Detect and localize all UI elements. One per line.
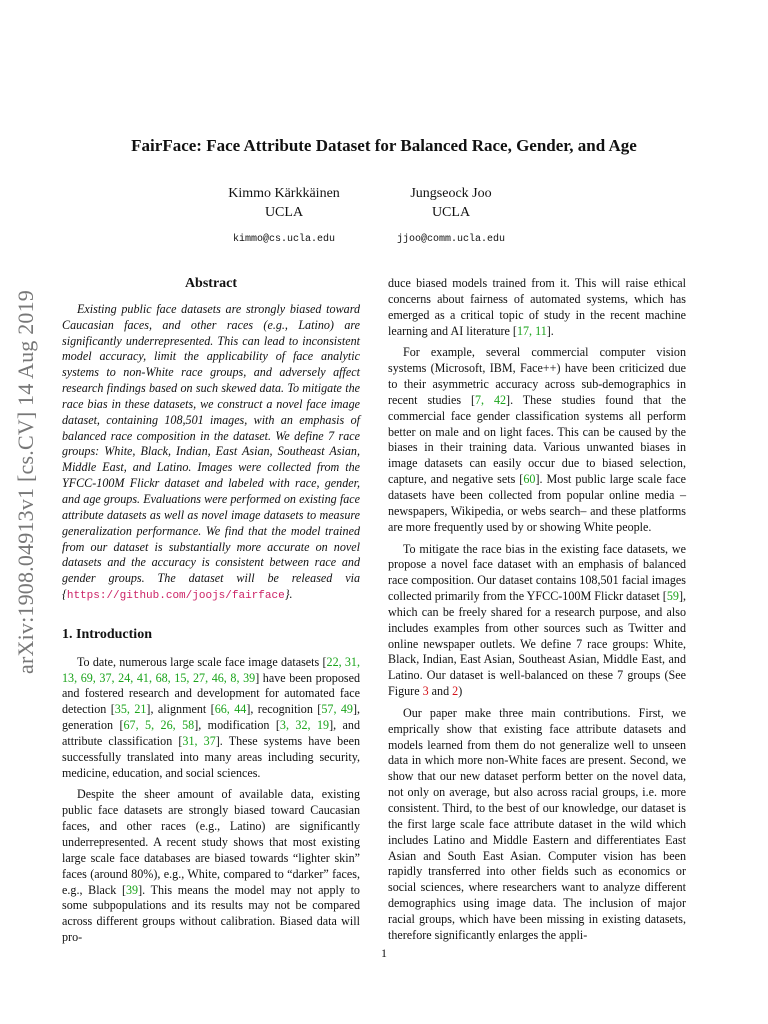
author-name: Kimmo Kärkkäinen xyxy=(228,186,340,201)
arxiv-identifier-text: arXiv:1908.04913v1 [cs.CV] 14 Aug 2019 xyxy=(13,289,38,675)
citation-link[interactable]: 3, 32, 19 xyxy=(279,718,330,733)
body-paragraph: Our paper make three main contributions. First, we emprically show that existing face attribute datasets and models learned from them do not generalize well to unseen data in which more non-White faces are present. Second, we show that our new dataset perform better on the novel data, not only on average, but also across racial groups, i.e. more consistent. Third, to the best of our knowledge, our dataset is the first large scale face attribute dataset in the wild which includes Latino and Middle Eastern and differentiates East Asian and South East Asian. Computer vision has been rapidly transferred into other fields such as economics or social sciences, where researchers want to analyze different demographics using image data. The inclusion of major racial groups, which have been missing in existing datasets, therefore significantly enlarges the appli- xyxy=(388,705,686,942)
arxiv-identifier xyxy=(6,262,46,702)
citation-link[interactable]: 39 xyxy=(126,882,139,897)
figure-ref-link[interactable]: 2 xyxy=(452,684,459,699)
citation-link[interactable]: 7, 42 xyxy=(474,392,507,407)
right-column xyxy=(388,276,686,944)
figure-ref-link[interactable]: 3 xyxy=(422,684,429,699)
citation-link[interactable]: 66, 44 xyxy=(214,702,247,717)
page-number: 1 xyxy=(381,946,387,960)
github-link[interactable]: https://github.com/joojs/fairface xyxy=(66,590,285,603)
abstract-heading: Abstract xyxy=(184,276,238,291)
author-affiliation: UCLA xyxy=(264,205,304,220)
body-paragraph: To mitigate the race bias in the existing face datasets, we propose a novel face dataset with an emphasis of balanced race composition. Our dataset contains 108,501 facial images collected primarily from the YFCC-100M Flickr dataset [59], which can be freely shared for a research purpose, and also includes examples from other sources such as Twitter and online newspaper outlets. We define 7 race groups: White, Black, Indian, East Asian, Southeast Asian, Middle East, and Latino. Our dataset is well-balanced on these 7 groups (See Figure 3 and 2) xyxy=(388,541,686,699)
author-name: Jungseock Joo xyxy=(410,186,492,201)
citation-link[interactable]: 17, 11 xyxy=(516,323,547,338)
citation-link[interactable]: 59 xyxy=(666,589,679,604)
body-paragraph: duce biased models trained from it. This will raise ethical concerns about fairness of automated systems, which has emerged as a critical topic of study in the recent machine learning and AI literature [17, 11]. xyxy=(388,276,686,338)
author-email[interactable]: jjoo@comm.ucla.edu xyxy=(396,234,506,245)
body-paragraph: To date, numerous large scale face image datasets [22, 31, 13, 69, 37, 24, 41, 68, 15, 27, 46, 8, 39] have been proposed and fostered research and development for automated face detection [35, 21], alignment [66, 44], recognition [57, 49], generation [67, 5, 26, 58], modification [3, 32, 19], and attribute classification [31, 37]. These systems have been successfully translated into many areas including security, medicine, education, and social sciences. xyxy=(62,654,361,780)
author-block xyxy=(200,184,368,249)
body-paragraph: Despite the sheer amount of available data, existing public face datasets are strongly biased toward Caucasian faces, and other races (e.g., Latino) are significantly underrepresented. A recent study shows that most existing large scale face databases are biased towards “lighter skin” faces (around 80%), e.g., White, compared to “darker” faces, e.g., Black [39]. This means the model may not apply to some subpopulations and its results may not be compared across different groups without calibration. Biased data will pro- xyxy=(62,787,360,945)
abstract-text: Existing public face datasets are strongly biased toward Caucasian faces, and other races (e.g., Latino) are significantly underrepresented. This can lead to inconsistent model accuracy, limit the applicability of face analytic systems to non-White race groups, and adversely affect research findings based on such skewed data. To mitigate the race bias in these datasets, we construct a novel face image dataset, containing 108,501 images, with an emphasis of balanced race composition in the dataset. We define 7 race groups: White, Black, Indian, East Asian, Southeast Asian, Middle East, and Latino. Images were collected from the YFCC-100M Flickr dataset and labeled with race, gender, and age groups. Evaluations were performed on existing face attribute datasets as well as novel image datasets to measure generalization performance. We find that the model trained from our dataset is substantially more accurate on novel datasets and the accuracy is consistent between race and gender groups. The dataset will be released via {https://github.com/joojs/fairface}. xyxy=(62,301,360,603)
citation-link[interactable]: 35, 21 xyxy=(114,702,147,717)
citation-link[interactable]: 57, 49 xyxy=(321,702,353,717)
author-affiliation: UCLA xyxy=(431,205,471,220)
citation-link[interactable]: 31, 37 xyxy=(182,733,216,748)
citation-link[interactable]: 67, 5, 26, 58 xyxy=(123,718,195,733)
paper-title: FairFace: Face Attribute Dataset for Balanced Race, Gender, and Age xyxy=(131,136,637,155)
author-email[interactable]: kimmo@cs.ucla.edu xyxy=(232,234,336,245)
citation-link[interactable]: 22, 31, 13, 69, 37, 24, 41, 68, 15, 27, 46, 8, 39 xyxy=(62,654,360,685)
left-column xyxy=(62,276,360,946)
author-block xyxy=(372,184,530,249)
section-heading-introduction: 1. Introduction xyxy=(62,626,152,642)
citation-link[interactable]: 60 xyxy=(523,472,536,487)
body-paragraph: For example, several commercial computer vision systems (Microsoft, IBM, Face++) have been criticized due to their asymmetric accuracy across sub-demographics in recent studies [7, 42]. These studies found that the commercial face gender classification systems all perform better on male and on light faces. This can be caused by the biases in their training data. Various unwanted biases in image datasets can easily occur due to biased selection, capture, and negative sets [60]. Most public large scale face datasets have been collected from popular online media – newspapers, Wikipedia, or webs search– and these platforms are more frequently used by or showing White people. xyxy=(388,345,687,534)
